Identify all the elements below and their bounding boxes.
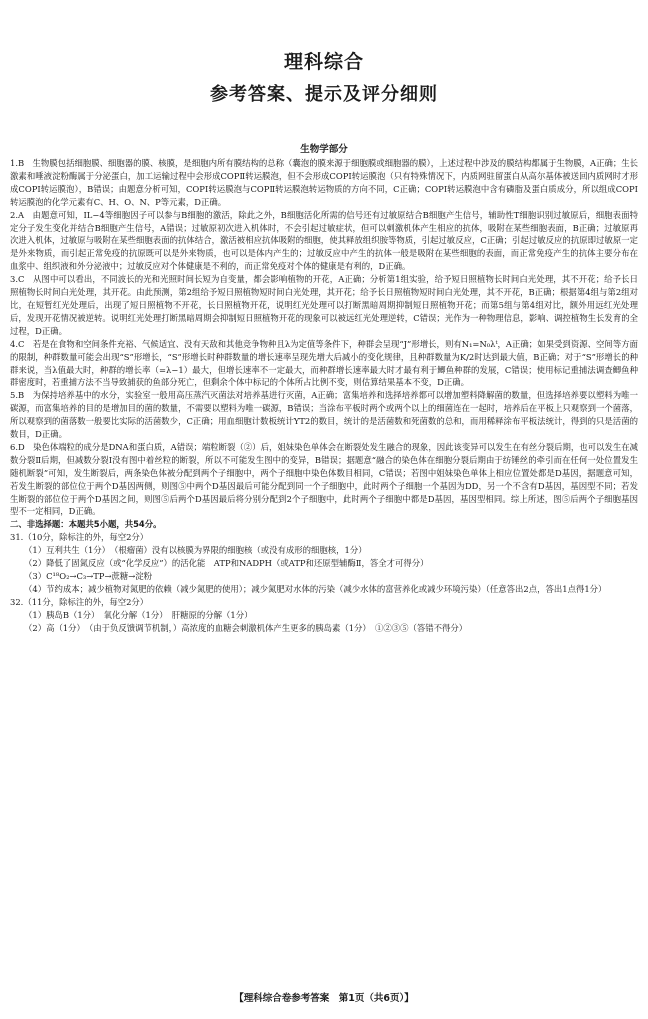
part2-heading: 二、非选择题：本题共5小题，共54分。 xyxy=(10,519,162,530)
q31-item-4: （4）节约成本；减少植物对氮肥的依赖（减少氮肥的使用）；减少氮肥对水体的污染（减少水体的富营养化或减少环境污染）（任意答出2点，答出1点得1分） xyxy=(24,583,607,594)
answer-item-4: 4.C 若是在食物和空间条件充裕、气候适宜、没有天敌和其他竞争物种且λ为定值等条件下，种群会呈现“J”形增长，则有N₁=N₀λᵗ，A正确；如果受到资源、空间等方面的限制，种群数量可能会出现“S”形增长，“S”形增长时种群数量的增长速率呈现先增大后减小的变化规律，且种群数量为K/2时达到最大值，B正确；对于“S”形增长的种群来说，当λ值最大时，种群的增长率（=λ−1）最大，但增长速率不一定最大，而种群增长速率最大时才最有利于鲫鱼种群的发展，C错误；使用标记重捕法调查鲫鱼种群密度时，若重捕方法不当导致捕获的鱼部分死亡，但剩余个体中标记的个体所占比例不变，则估算结果基本不变，D正确。 xyxy=(10,338,638,388)
answer-item-3: 3.C 从图中可以看出，不同波长的光和光照时间长短为自变量，都会影响植物的开花，A正确；分析第1组实验，给予短日照植物长时间白光处理，其不开花；给予长日照植物长时间白光处理，其开花。由此预测，第2组给予短日照植物短时间白光处理，其开花；给予长日照植物短时间白光处理，其不开花，B正确；根据第4组与第2组对比，在短暂红光处理后，出现了短日照植物不开花，长日照植物开花，说明红光处理可以打断黑暗周期抑制短日照植物开花；而第5组与第4组对比，额外用远红光处理后，发现开花情况被逆转。说明红光处理打断黑暗周期会抑制短日照植物开花的现象可以被远红光处理逆转，C错误；光作为一种物理信息，影响、调控植物生长发育的全过程，D正确。 xyxy=(10,274,638,336)
section-title: 生物学部分 xyxy=(300,144,348,155)
q31-item-1: （1）互利共生（1分） （根瘤菌）没有以核膜为界限的细胞核（或没有成形的细胞核，1分） xyxy=(24,545,367,556)
q32-intro: 32.（11分，除标注的外，每空2分） xyxy=(10,596,149,607)
page-subtitle: 参考答案、提示及评分细则 xyxy=(210,84,438,105)
q31-intro: 31.（10分，除标注的外，每空2分） xyxy=(10,532,149,543)
answer-item-2: 2.A 由题意可知，IL−4等细胞因子可以参与B细胞的激活，除此之外，B细胞活化所需的信号还有过敏原结合B细胞产生信号，辅助性T细胞识别过敏原后，细胞表面特定分子发生变化并结合B细胞产生信号，A错误；过敏原初次进入机体时，不会引起过敏症状，但可以刺激机体产生相应的抗体，吸附在某些细胞表面，B正确；过敏原再次进入机体，过敏原与吸附在某些细胞表面的抗体结合，激活被相应抗体吸附的细胞，使其释放组织胺等物质，引起过敏反应，C正确；引起过敏反应的抗原即过敏原一定是外来物质，而引起正常免疫的抗原既可以是外来物质，也可以是体内产生的；过敏反应中产生的抗体一般是吸附在某些细胞的表面，而正常免疫产生的抗体主要分布在血浆中、组织液和外分泌液中；过敏反应对个体健康是不利的，而正常免疫对个体的健康是有利的，D正确。 xyxy=(10,209,638,272)
page-title: 理科综合 xyxy=(283,51,364,73)
q32-item-1: （1）胰岛B（1分） 氧化分解（1分） 肝糖原的分解（1分） xyxy=(24,609,253,620)
answer-item-5: 5.B 为保持培养基中的水分，实验室一般用高压蒸汽灭菌法对培养基进行灭菌，A正确；富集培养和选择培养都可以增加塑料降解菌的数量，但选择培养要以塑料为唯一碳源，而富集培养的目的是增加目的菌的数量，不需要以塑料为唯一碳源，B错误；当涂布平板时两个或两个以上的细菌连在一起时，培养后在平板上只观察到一个菌落，所以观察到的菌落数一般要比实际的活菌数少，C正确；用血细胞计数板统计YT2的数目，统计的是活菌数和死菌数的总和，而用稀释涂布平板法统计，得到的只是活菌的数目，D正确。 xyxy=(10,390,638,440)
answer-item-6: 6.D 染色体端粒的成分是DNA和蛋白质，A错误；端粒断裂（②）后，姐妹染色单体会在断裂处发生融合的现象，因此该变异可以发生在有丝分裂后期，也可以发生在减数分裂Ⅱ后期，但减数分裂Ⅰ没有图中着丝粒的断裂，所以不可能发生图中的变异，B错误；据题意“融合的染色体在细胞分裂后期由于纺锤丝的牵引而在任何一处位置发生随机断裂”可知，发生断裂后，两条染色体被分配到两个子细胞中，两个子细胞中染色体数目相同，C错误；若图中姐妹染色单体上相应位置处都是D基因，据题意可知，若发生断裂的部位位于两个D基因两侧，则图⑤中两个D基因最后可能分配到同一个子细胞中，此时两个子细胞一个基因为DD，另一个不含有D基因，基因型不同；若发生断裂的部位位于两个D基因之间，则图⑤后两个D基因最后将分别分配到2个子细胞中，此时两个子细胞中都是D基因，基因型相同。综上所述，图⑤后两个子细胞基因型不一定相同，D正确。 xyxy=(10,441,638,517)
answer-item-1: 1.B 生物膜包括细胞膜、细胞器的膜、核膜，是细胞内所有膜结构的总称（囊泡的膜来源于细胞膜或细胞器的膜），上述过程中涉及的膜结构都属于生物膜，A正确；生长激素和唾液淀粉酶属于分泌蛋白，加工运输过程中会形成COPⅡ转运膜泡，但不会形成COPⅠ转运膜泡（只有特殊情况下，内质网驻留蛋白从高尔基体被送回内质网时才形成COPⅠ转运膜泡），B错误；由题意分析可知，COPⅠ转运膜泡与COPⅡ转运膜泡转运物质的方向不同，C正确；COPⅠ转运膜泡中含有磷脂及蛋白质成分，所以组成COPⅠ转运膜泡的化学元素有C、H、O、N、P等元素，D正确。 xyxy=(10,158,638,207)
answer-body xyxy=(10,157,638,635)
q31-item-3: （3）C¹⁸O₂→C₃→TP→蔗糖→淀粉 xyxy=(24,571,152,581)
q32-item-2: （2）高（1分） （由于负反馈调节机制，）高浓度的血糖会刺激机体产生更多的胰岛素（1分） ①②③⑤（答错不得分） xyxy=(24,622,468,633)
page-footer: 【理科综合卷参考答案 第1页（共6页）】 xyxy=(234,993,414,1004)
q31-item-2: （2）降低了固氮反应（或“化学反应”）的活化能 ATP和NADPH（或ATP和还原型辅酶Ⅱ，答全才可得分） xyxy=(24,558,429,569)
